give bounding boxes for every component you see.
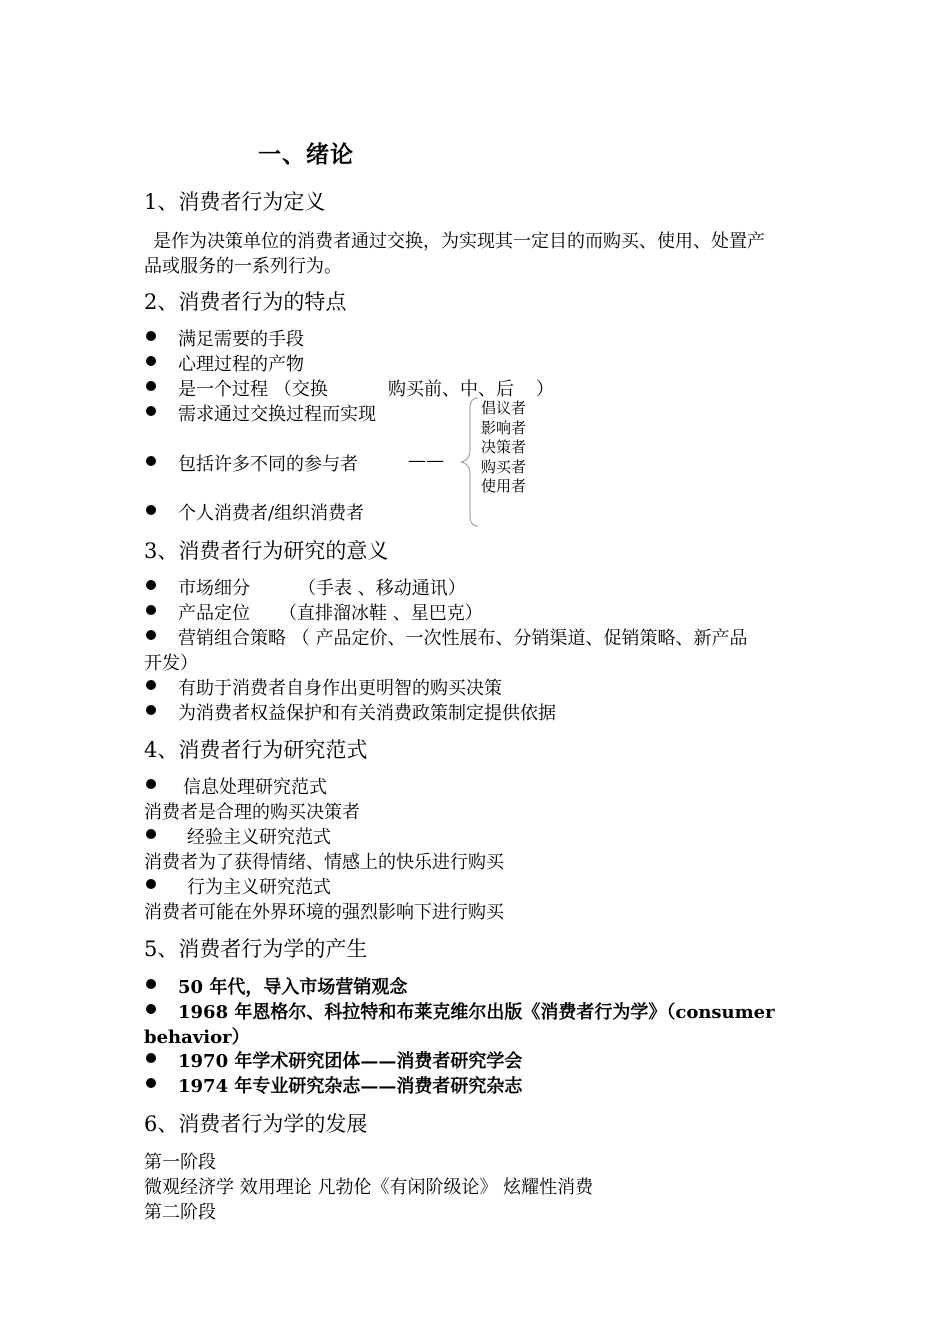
connector-dash: ——: [408, 450, 444, 471]
list-item: 行为主义研究范式: [187, 877, 331, 898]
bullet-icon: [146, 381, 156, 391]
bullet-icon: [146, 331, 156, 341]
bullet-icon: [146, 779, 156, 789]
left-brace-icon: [456, 396, 482, 528]
participant-roles: [481, 399, 541, 497]
stage-content: 微观经济学 效用理论 凡勃伦《有闲阶级论》 炫耀性消费: [144, 1177, 594, 1198]
list-item: 信息处理研究范式: [183, 777, 327, 798]
list-item-continued: 开发）: [144, 653, 198, 674]
paradigm-description: 消费者是合理的购买决策者: [144, 802, 360, 823]
paradigm-description: 消费者可能在外界环境的强烈影响下进行购买: [144, 902, 504, 923]
bullet-icon: [146, 1053, 156, 1063]
bullet-icon: [146, 605, 156, 615]
list-item-example: （手表 、移动通讯）: [298, 578, 466, 599]
list-item: 1970 年学术研究团体——消费者研究学会: [178, 1051, 523, 1072]
bullet-icon: [146, 630, 156, 640]
bullet-icon: [146, 356, 156, 366]
role-item: 使用者: [481, 477, 527, 495]
bullet-icon: [146, 456, 156, 466]
bullet-icon: [146, 505, 156, 515]
stage-label: 第二阶段: [144, 1202, 216, 1223]
page-title: 一、绪论: [258, 141, 354, 168]
role-item: 倡议者: [481, 399, 527, 417]
list-item-continued: behavior）: [144, 1027, 250, 1048]
list-item: 市场细分: [178, 578, 250, 599]
role-item: 购买者: [481, 457, 527, 476]
list-item: 满足需要的手段: [178, 329, 304, 350]
section-4-heading: 4、消费者行为研究范式: [144, 738, 368, 762]
list-item-example: （直排溜冰鞋 、星巴克）: [279, 603, 483, 624]
list-item: 需求通过交换过程而实现: [178, 404, 376, 425]
bullet-icon: [146, 580, 156, 590]
list-item: 1974 年专业研究杂志——消费者研究杂志: [178, 1076, 523, 1097]
bullet-icon: [146, 1004, 156, 1014]
bullet-icon: [146, 879, 156, 889]
list-item: 营销组合策略 （ 产品定价、一次性展布、分销渠道、促销策略、新产品: [178, 628, 748, 649]
role-item: 决策者: [481, 438, 527, 456]
bullet-icon: [146, 1078, 156, 1088]
stage-label: 第一阶段: [144, 1152, 216, 1173]
list-item: 包括许多不同的参与者: [178, 454, 358, 475]
list-item: 心理过程的产物: [178, 354, 304, 375]
bullet-icon: [146, 680, 156, 690]
bullet-icon: [146, 979, 156, 989]
list-item-stages: 购买前、中、后: [388, 379, 514, 400]
section-2-heading: 2、消费者行为的特点: [144, 290, 347, 314]
list-item: 是一个过程 （交换: [178, 379, 328, 400]
list-item: 为消费者权益保护和有关消费政策制定提供依据: [178, 703, 556, 724]
list-item-close-paren: ）: [536, 379, 554, 400]
section-1-text-line-1: 是作为决策单位的消费者通过交换，为实现其一定目的而购买、使用、处置产: [153, 231, 765, 252]
paradigm-description: 消费者为了获得情绪、情感上的快乐进行购买: [144, 852, 504, 873]
list-item: 产品定位: [178, 603, 250, 624]
section-1-text-line-2: 品或服务的一系列行为。: [144, 256, 342, 277]
bullet-icon: [146, 406, 156, 416]
section-3-heading: 3、消费者行为研究的意义: [144, 539, 389, 563]
list-item: 1968 年恩格尔、科拉特和布莱克维尔出版《消费者行为学》（consumer: [178, 1002, 775, 1023]
bullet-icon: [146, 829, 156, 839]
list-item: 经验主义研究范式: [187, 827, 331, 848]
section-6-heading: 6、消费者行为学的发展: [144, 1112, 368, 1136]
section-1-heading: 1、消费者行为定义: [144, 190, 326, 214]
bullet-icon: [146, 705, 156, 715]
list-item: 个人消费者/组织消费者: [178, 503, 365, 524]
role-item: 影响者: [481, 418, 527, 437]
list-item: 有助于消费者自身作出更明智的购买决策: [178, 678, 502, 699]
list-item: 50 年代，导入市场营销观念: [178, 977, 408, 998]
section-5-heading: 5、消费者行为学的产生: [144, 937, 368, 961]
